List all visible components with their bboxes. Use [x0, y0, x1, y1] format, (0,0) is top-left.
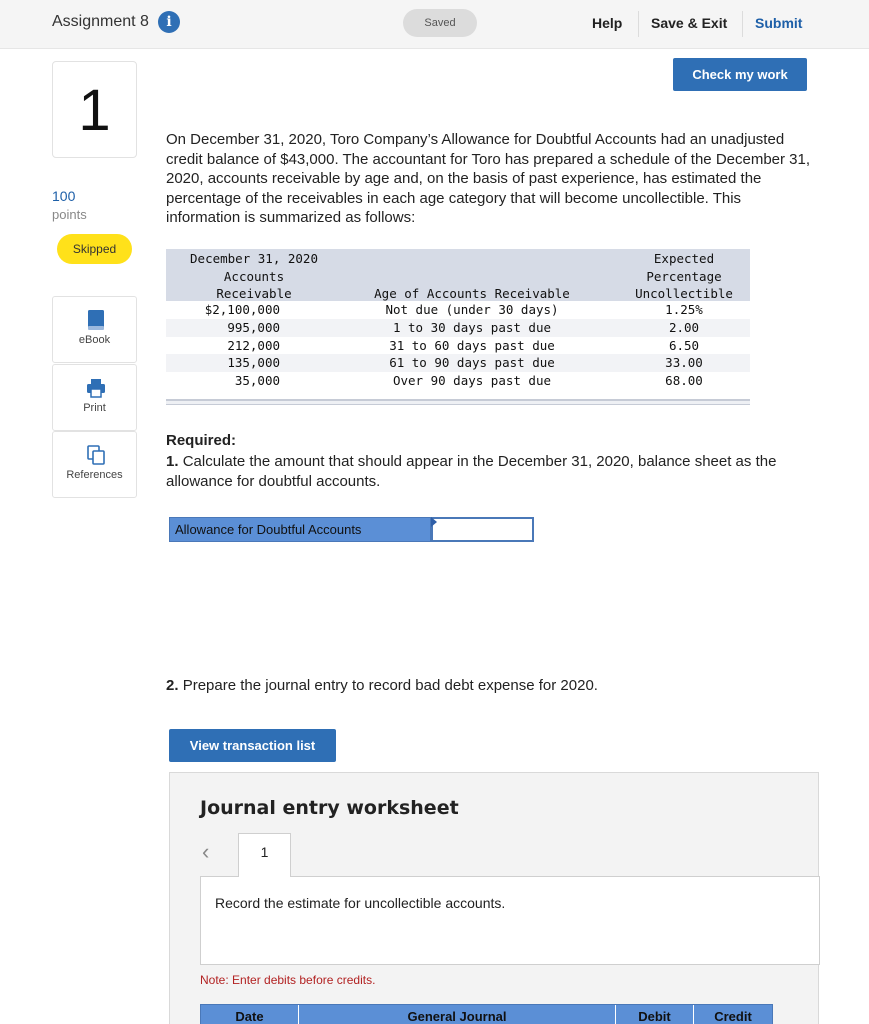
- chevron-left-icon[interactable]: ‹: [202, 839, 210, 864]
- worksheet-title: Journal entry worksheet: [200, 797, 459, 819]
- nav-divider: [638, 11, 639, 37]
- header-line: Accounts: [223, 268, 285, 284]
- column-header-credit: Credit: [714, 1009, 752, 1024]
- percentage-cell: 1.25%: [665, 302, 703, 317]
- nav-divider: [742, 11, 743, 37]
- allowance-amount-input[interactable]: [431, 517, 534, 542]
- column-header-date: Date: [201, 1005, 299, 1024]
- info-icon[interactable]: i: [158, 11, 180, 33]
- points-label: points: [52, 207, 87, 222]
- header-line: Percentage: [646, 268, 722, 284]
- table-row: [166, 337, 750, 355]
- column-header-general-journal: General Journal: [299, 1005, 616, 1024]
- points-value: 100: [52, 188, 76, 204]
- table-row: [166, 372, 750, 390]
- amount-cell: 995,000: [227, 319, 280, 335]
- references-button[interactable]: [52, 431, 137, 498]
- table-row: [166, 301, 750, 319]
- column-header-debit: Debit: [616, 1005, 694, 1024]
- submit-link[interactable]: Submit: [755, 15, 803, 31]
- print-label: Print: [83, 402, 106, 414]
- table-row: [166, 354, 750, 372]
- book-icon: [85, 309, 107, 331]
- amount-cell: 212,000: [227, 337, 280, 353]
- copy-icon: [85, 444, 107, 466]
- ebook-label: eBook: [78, 334, 111, 346]
- table-header: [166, 249, 750, 301]
- worksheet-note: Note: Enter debits before credits.: [200, 973, 376, 987]
- question-number: 1: [52, 61, 137, 158]
- percentage-cell: 2.00: [668, 319, 700, 335]
- requirement-1-number: 1.: [166, 453, 179, 470]
- table-row: [166, 319, 750, 337]
- ebook-button[interactable]: [52, 296, 137, 363]
- printer-icon: [85, 377, 107, 399]
- percentage-cell: 33.00: [665, 355, 703, 371]
- requirement-2-body: Prepare the journal entry to record bad debt expense for 2020.: [182, 677, 598, 694]
- amount-cell: 35,000: [234, 373, 280, 389]
- age-cell: 31 to 60 days past due: [389, 337, 555, 353]
- aging-schedule-table: [166, 249, 750, 390]
- age-cell: 61 to 90 days past due: [389, 355, 555, 371]
- saved-status-badge: Saved: [403, 9, 477, 37]
- header-line: Receivable: [216, 286, 292, 301]
- journal-table-header: [200, 1004, 773, 1024]
- check-my-work-button[interactable]: Check my work: [673, 58, 807, 91]
- question-text: On December 31, 2020, Toro Company’s Allowance for Doubtful Accounts had an unadjusted credit balance of $43,000. The accountant for Toro has prepared a schedule of the December 31, 2020, accounts receivable by age and, on the basis of past experience, has estimated the percentage of the receivables in each age category that will become uncollectible. This information is summarized as follows:: [166, 131, 811, 227]
- column-header-percentage: [626, 250, 742, 303]
- allowance-label: Allowance for Doubtful Accounts: [169, 517, 431, 542]
- worksheet-panel: [200, 876, 820, 965]
- required-heading: Required:: [166, 432, 237, 449]
- age-cell: Not due (under 30 days): [385, 302, 559, 317]
- references-label: References: [66, 469, 123, 481]
- requirement-2-number: 2.: [166, 677, 179, 694]
- help-link[interactable]: Help: [592, 15, 623, 31]
- skipped-status-badge: Skipped: [57, 234, 132, 264]
- requirement-1-body: Calculate the amount that should appear in the December 31, 2020, balance sheet as the allowance for doubtful accounts.: [166, 453, 777, 490]
- percentage-cell: 6.50: [668, 337, 700, 353]
- input-marker-icon: [431, 517, 437, 527]
- header-line: December 31, 2020: [190, 251, 318, 266]
- save-exit-link[interactable]: Save & Exit: [651, 15, 728, 31]
- amount-cell: $2,100,000: [204, 302, 280, 317]
- view-transaction-list-button[interactable]: View transaction list: [169, 729, 336, 762]
- assignment-title: Assignment 8: [52, 13, 149, 30]
- header-line: Uncollectible: [635, 286, 733, 301]
- header-line: Expected: [653, 251, 715, 266]
- worksheet-tab-1[interactable]: 1: [238, 833, 291, 877]
- requirement-2-text: [166, 677, 598, 694]
- journal-entry-worksheet: [169, 772, 819, 1024]
- print-button[interactable]: [52, 364, 137, 431]
- percentage-cell: 68.00: [665, 373, 703, 389]
- age-cell: 1 to 30 days past due: [392, 319, 552, 335]
- amount-cell: 135,000: [227, 355, 280, 371]
- top-bar: [0, 0, 869, 49]
- table-bottom-rule: [166, 399, 750, 405]
- worksheet-instruction: Record the estimate for uncollectible accounts.: [215, 895, 506, 911]
- requirement-1-text: [166, 452, 811, 491]
- column-header-receivable: [174, 250, 334, 303]
- age-cell: Over 90 days past due: [392, 373, 552, 389]
- column-header-age: Age of Accounts Receivable: [374, 286, 570, 301]
